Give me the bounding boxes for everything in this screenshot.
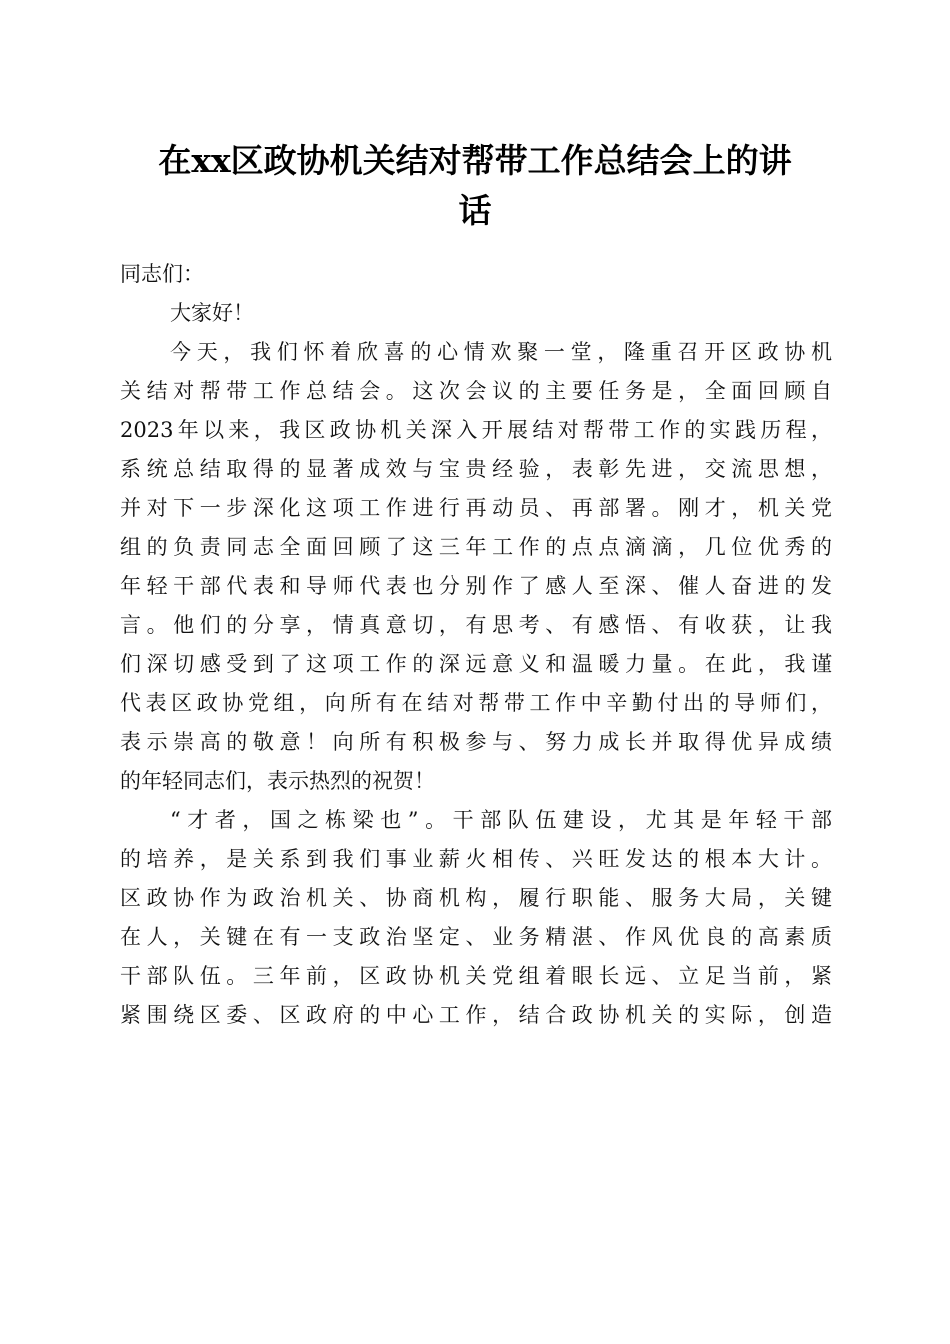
paragraph-line: 关结对帮带工作总结会。这次会议的主要任务是，全面回顾自 bbox=[120, 379, 832, 403]
paragraph-line: 年轻干部代表和导师代表也分别作了感人至深、催人奋进的发 bbox=[120, 574, 832, 598]
paragraph-line: 并对下一步深化这项工作进行再动员、再部署。刚才，机关党 bbox=[120, 496, 832, 520]
title-line-2: 话 bbox=[458, 191, 492, 230]
title-line-1: 在xx区政协机关结对帮带工作总结会上的讲 bbox=[158, 141, 792, 180]
paragraph-1 bbox=[120, 333, 832, 801]
paragraph-line: 2023年以来，我区政协机关深入开展结对帮带工作的实践历程， bbox=[120, 418, 832, 442]
paragraph-line: 的培养，是关系到我们事业薪火相传、兴旺发达的根本大计。 bbox=[120, 847, 832, 871]
paragraph-line: 系统总结取得的显著成效与宝贵经验，表彰先进，交流思想， bbox=[120, 457, 832, 481]
paragraph-line: 言。他们的分享，情真意切，有思考、有感悟、有收获，让我 bbox=[120, 613, 832, 637]
paragraph-line: 们深切感受到了这项工作的深远意义和温暖力量。在此，我谨 bbox=[120, 652, 832, 676]
paragraph-line: 区政协作为政治机关、协商机构，履行职能、服务大局，关键 bbox=[120, 886, 832, 910]
paragraph-line: 代表区政协党组，向所有在结对帮带工作中辛勤付出的导师们， bbox=[120, 691, 832, 715]
paragraph-line: 干部队伍。三年前，区政协机关党组着眼长远、立足当前，紧 bbox=[120, 964, 832, 988]
document-body bbox=[120, 255, 832, 1035]
paragraph-line: “才者，国之栋梁也”。干部队伍建设，尤其是年轻干部 bbox=[170, 808, 832, 832]
greeting: 大家好！ bbox=[170, 301, 254, 325]
paragraph-line: 表示崇高的敬意！向所有积极参与、努力成长并取得优异成绩 bbox=[120, 730, 832, 754]
paragraph-line: 在人，关键在有一支政治坚定、业务精湛、作风优良的高素质 bbox=[120, 925, 832, 949]
paragraph-line: 今天，我们怀着欣喜的心情欢聚一堂，隆重召开区政协机 bbox=[170, 340, 832, 364]
paragraph-2 bbox=[120, 801, 832, 1035]
document-title bbox=[120, 136, 830, 236]
paragraph-line: 的年轻同志们，表示热烈的祝贺！ bbox=[120, 769, 435, 793]
paragraph-line: 组的负责同志全面回顾了这三年工作的点点滴滴，几位优秀的 bbox=[120, 535, 832, 559]
paragraph-line: 紧围绕区委、区政府的中心工作，结合政协机关的实际，创造 bbox=[120, 1003, 832, 1027]
salutation: 同志们： bbox=[120, 262, 204, 286]
